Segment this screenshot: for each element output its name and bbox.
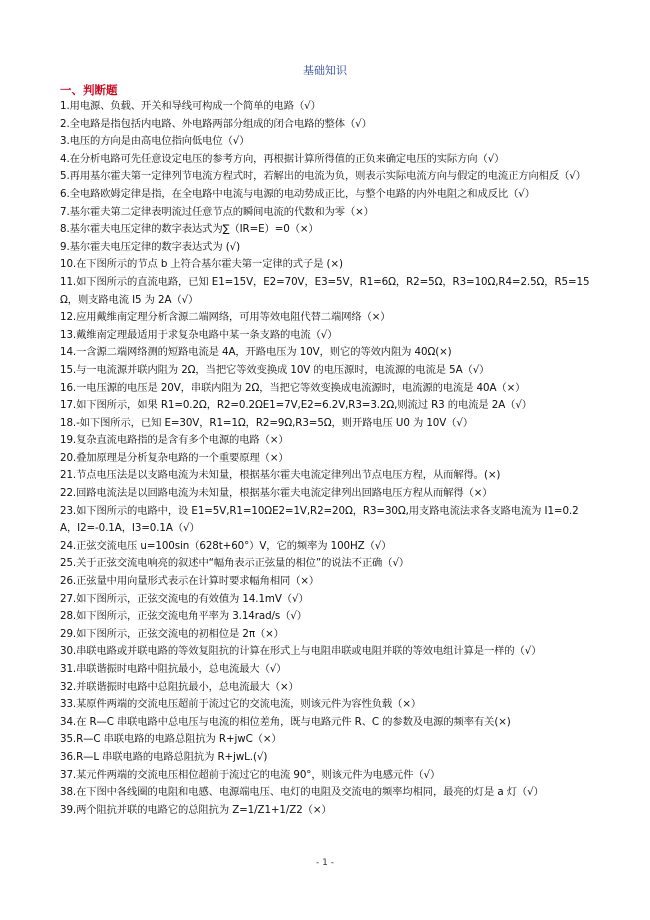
question-item: 39.两个阻抗并联的电路它的总阻抗为 Z=1/Z1+1/Z2（×） (60, 803, 332, 816)
question-item: 16.一电压源的电压是 20V，串联内阻为 2Ω，当把它等效变换成电流源时，电流源的电流是 40A（×） (60, 381, 526, 394)
question-item: 15.与一电流源并联内阻为 2Ω，当把它等效变换成 10V 的电压源时，电流源的电流是 5A（√） (60, 363, 490, 376)
question-item: 22.回路电流法是以回路电流为未知量，根据基尔霍夫电流定律列出回路电压方程从而解得（×） (60, 487, 493, 500)
question-item: 9.基尔霍夫电压定律的数字表达式为 (√) (60, 240, 241, 253)
question-item: 5.再用基尔霍夫第一定律列节电流方程式时，若解出的电流为负，则表示实际电流方向与假定的电流正方向相反（√） (60, 170, 586, 183)
question-list (60, 98, 592, 819)
question-item: 33.某原件两端的交流电压超前于流过它的交流电流，则该元件为容性负载（×） (60, 698, 422, 711)
question-item: 6.全电路欧姆定律是指，在全电路中电流与电源的电动势成正比，与整个电路的内外电阻之和成反比（√） (60, 187, 535, 200)
question-item: 36.R—L 串联电路的电路总阻抗为 R+jwL.(√) (60, 750, 268, 763)
question-item: 29.如下图所示，正弦交流电的初相位是 2π（×） (60, 627, 284, 640)
question-item: 1.用电源、负载、开关和导线可构成一个简单的电路（√） (60, 100, 321, 112)
question-item: 27.如下图所示，正弦交流电的有效值为 14.1mV（√） (60, 592, 309, 605)
question-item: 2.全电路是指包括内电路、外电路两部分组成的闭合电路的整体（√） (60, 117, 372, 130)
question-item: 11.如下图所示的直流电路，已知 E1=15V，E2=70V，E3=5V，R1=6Ω，R2=5Ω，R3=10Ω,R4=2.5Ω，R5=15Ω，则支路电流 I5 为 2A（√） (60, 275, 590, 306)
page-number: - 1 - (316, 858, 334, 868)
question-item: 37.某元件两端的交流电压相位超前于流过它的电流 90°，则该元件为电感元件（√） (60, 768, 441, 781)
question-item: 34.在 R—C 串联电路中总电压与电流的相位差角，既与电路元件 R、C 的参数及电源的频率有关(×) (60, 715, 511, 728)
question-item: 38.在下图中各线圈的电阻和电感、电源端电压、电灯的电阻及交流电的频率均相同，最亮的灯是 a 灯（√） (60, 786, 544, 799)
question-item: 17.如下图所示，如果 R1=0.2Ω，R2=0.2ΩE1=7V,E2=6.2V,R3=3.2Ω,则流过 R3 的电流是 2A（√） (60, 399, 533, 412)
section-heading: 一、判断题 (60, 83, 118, 97)
question-item: 19.复杂直流电路指的是含有多个电源的电路（×） (60, 434, 289, 447)
question-item: 25.关于正弦交流电响亮的叙述中“幅角表示正弦量的相位”的说法不正确（√） (60, 557, 410, 570)
question-item: 35.R—C 串联电路的电路总阻抗为 R+jwC（×） (60, 733, 282, 746)
question-item: 4.在分析电路可先任意设定电压的参考方向，再根据计算所得值的正负来确定电压的实际方向（√） (60, 152, 505, 165)
question-item: 23.如下图所示的电路中，设 E1=5V,R1=10ΩE2=1V,R2=20Ω，R3=30Ω,用支路电流法求各支路电流为 I1=0.2A，I2=-0.1A，I3=0.1A（√） (60, 504, 579, 535)
question-item: 8.基尔霍夫电压定律的数字表达式为∑（IR=E）=0（×） (60, 223, 319, 236)
question-item: 12.应用戴维南定理分析含源二端网络，可用等效电阻代替二端网络（×） (60, 311, 391, 324)
question-item: 26.正弦量中用向量形式表示在计算时要求幅角相同（×） (60, 575, 320, 588)
question-item: 7.基尔霍夫第二定律表明流过任意节点的瞬间电流的代数和为零（×） (60, 205, 374, 218)
document-title: 基础知识 (303, 64, 347, 77)
question-item: 30.串联电路或并联电路的等效复阻抗的计算在形式上与电阻串联或电阻并联的等效电组计算是一样的（√） (60, 645, 542, 658)
question-item: 14.一含源二端网络测的短路电流是 4A，开路电压为 10V，则它的等效内阻为 40Ω(×) (60, 346, 452, 359)
question-item: 24.正弦交流电压 u=100sin（628t+60°）V，它的频率为 100HZ（√） (60, 539, 392, 552)
question-item: 31.串联谐振时电路中阻抗最小，总电流最大（√） (60, 663, 287, 675)
question-item: 10.在下图所示的节点 b 上符合基尔霍夫第一定律的式子是 (×) (60, 258, 343, 271)
question-item: 21.节点电压法是以支路电流为未知量，根据基尔霍夫电流定律列出节点电压方程，从而解得。(×) (60, 469, 501, 482)
question-item: 3.电压的方向是由高电位指向低电位（√） (60, 135, 250, 148)
question-item: 20.叠加原理是分析复杂电路的一个重要原理（×） (60, 451, 289, 464)
question-item: 32.并联谐振时电路中总阻抗最小，总电流最大（×） (60, 680, 299, 693)
question-item: 28.如下图所示，正弦交流电角平率为 3.14rad/s（√） (60, 610, 307, 623)
question-item: 18.-如下图所示，已知 E=30V，R1=1Ω，R2=9Ω,R3=5Ω，则开路电压 U0 为 10V（√） (60, 416, 474, 429)
question-item: 13.戴维南定理最适用于求复杂电路中某一条支路的电流（√） (60, 328, 338, 341)
